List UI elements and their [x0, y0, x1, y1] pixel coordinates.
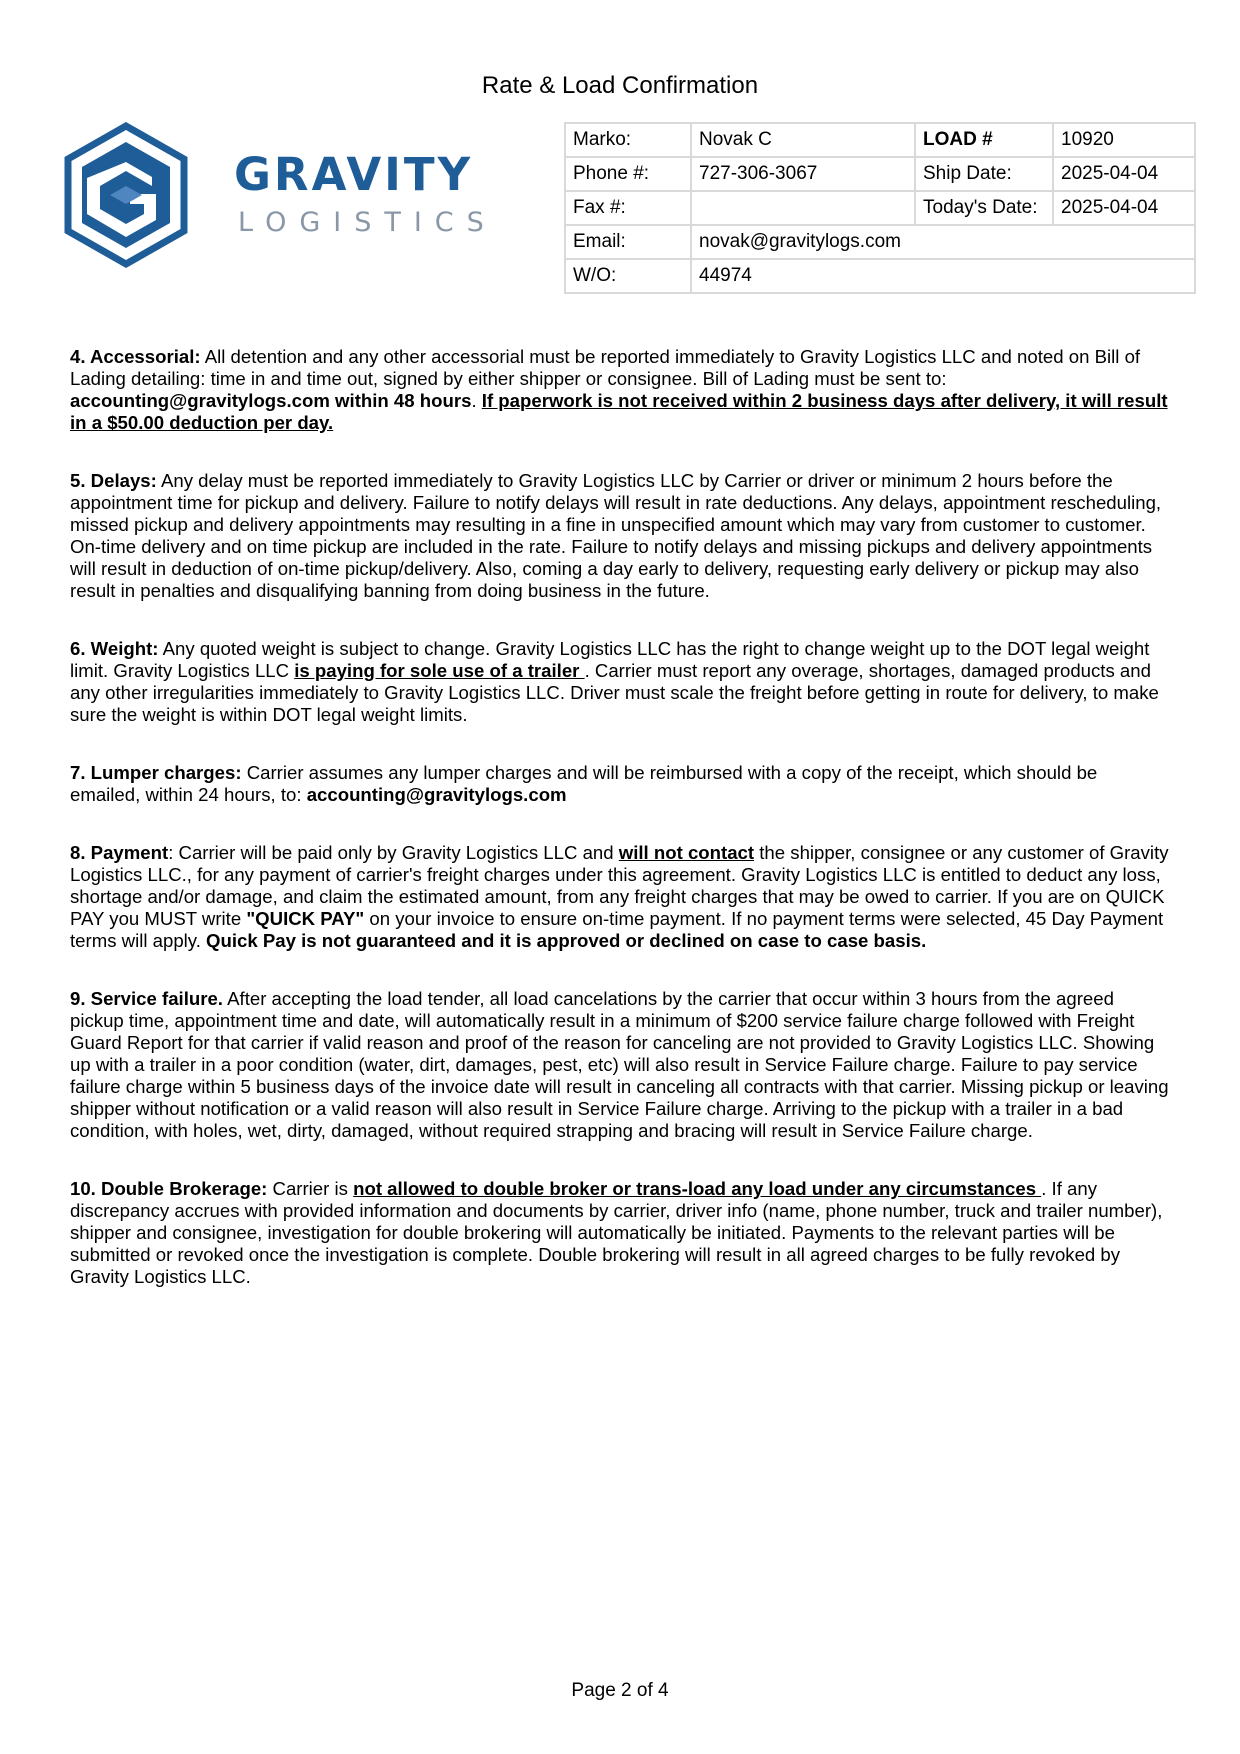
sole-use-trailer: is paying for sole use of a trailer: [294, 660, 585, 681]
todays-date-value: 2025-04-04: [1053, 191, 1195, 225]
page-number: Page 2 of 4: [571, 1680, 669, 1701]
paperwork-penalty: If paperwork is not received within 2 business days after delivery, it will result in a $50.00 deduction per day.: [70, 390, 1168, 433]
section-delays: [70, 470, 1170, 602]
section-heading: 5. Delays:: [70, 470, 157, 491]
section-heading: 8. Payment: [70, 842, 169, 863]
wo-label: W/O:: [565, 259, 691, 293]
section-payment: [70, 842, 1170, 952]
marko-label: Marko:: [565, 123, 691, 157]
page-title: Rate & Load Confirmation: [481, 72, 759, 99]
section-text: After accepting the load tender, all load cancelations by the carrier that occur within 3 hours from the agreed pickup time, appointment time and date, will automatically result in a minimum of $200 service failure charge followed with Freight Guard Report for that carrier if valid reason and proof of the reason for canceling are not provided to Gravity Logistics LLC. Showing up with a trailer in a poor condition (water, dirt, damages, pest, etc) will also result in Service Failure charge. Failure to pay service failure charge within 5 business days of the invoice date will result in canceling all contracts with that carrier. Missing pickup or leaving shipper without notification or a valid reason will also result in Service Failure charge. Arriving to the pickup with a trailer in a bad condition, with holes, wet, dirty, damaged, without required strapping and bracing will result in Service Failure charge.: [70, 988, 1169, 1141]
section-text: : Carrier will be paid only by Gravity Logistics LLC and: [168, 842, 619, 863]
company-logo: [64, 118, 497, 276]
section-text: Carrier assumes any lumper charges and will be reimbursed with a copy of the receipt, which should be emailed, within 24 hours, to:: [70, 762, 1098, 805]
ship-date-value: 2025-04-04: [1053, 157, 1195, 191]
accounting-email-deadline: accounting@gravitylogs.com within 48 hours: [70, 390, 472, 411]
table-row: [565, 191, 1195, 225]
section-lumper: [70, 762, 1170, 806]
section-double-brokerage: [70, 1178, 1170, 1288]
fax-value: [691, 191, 915, 225]
email-label: Email:: [565, 225, 691, 259]
accounting-email: accounting@gravitylogs.com: [306, 784, 567, 805]
phone-value: 727-306-3067: [691, 157, 915, 191]
section-heading: 9. Service failure.: [70, 988, 223, 1009]
load-label: LOAD #: [915, 123, 1053, 157]
section-weight: [70, 638, 1170, 726]
section-text: on your invoice to ensure on-time payment. If no payment terms were selected, 45 Day Payment terms will apply.: [70, 908, 1164, 951]
section-service-failure: [70, 988, 1170, 1142]
gravity-hexagon-icon: [64, 122, 194, 272]
phone-label: Phone #:: [565, 157, 691, 191]
logo-name: GRAVITY: [234, 148, 474, 201]
marko-value: Novak C: [691, 123, 915, 157]
quick-pay-disclaimer: Quick Pay is not guaranteed and it is approved or declined on case to case basis.: [206, 930, 927, 951]
section-text: Any quoted weight is subject to change. Gravity Logistics LLC has the right to change weight up to the DOT legal weight limit. Gravity Logistics LLC: [70, 638, 1150, 681]
table-row: [565, 259, 1195, 293]
table-row: [565, 123, 1195, 157]
section-text: . Carrier must report any overage, shortages, damaged products and any other irregularities immediately to Gravity Logistics LLC. Driver must scale the freight before getting in route for delivery, to make sure the weight is within DOT legal weight limits.: [70, 660, 1159, 725]
section-text: .: [471, 390, 482, 411]
wo-value: 44974: [691, 259, 1195, 293]
will-not-contact: will not contact: [618, 842, 755, 863]
load-info-table: [564, 122, 1196, 294]
quick-pay-label: "QUICK PAY": [246, 908, 365, 929]
section-heading: 10. Double Brokerage:: [70, 1178, 268, 1199]
section-text: All detention and any other accessorial must be reported immediately to Gravity Logistics LLC and noted on Bill of Lading detailing: time in and time out, signed by either shipper or consignee. Bill of Lading must be sent to:: [70, 346, 1141, 389]
terms-body: [70, 346, 1170, 1324]
table-row: [565, 225, 1195, 259]
section-accessorial: [70, 346, 1170, 434]
section-text: Carrier is: [267, 1178, 354, 1199]
logo-subtitle: LOGISTICS: [238, 207, 497, 238]
section-text: . If any discrepancy accrues with provided information and documents by carrier, driver info (name, phone number, truck and trailer number), shipper and consignee, investigation for double brokering will automatically be initiated. Payments to the relevant parties will be submitted or revoked once the investigation is complete. Double brokering will result in all agreed charges to be fully revoked by Gravity Logistics LLC.: [70, 1178, 1163, 1287]
fax-label: Fax #:: [565, 191, 691, 225]
ship-date-label: Ship Date:: [915, 157, 1053, 191]
section-heading: 7. Lumper charges:: [70, 762, 242, 783]
load-value: 10920: [1053, 123, 1195, 157]
table-row: [565, 157, 1195, 191]
todays-date-label: Today's Date:: [915, 191, 1053, 225]
section-heading: 6. Weight:: [70, 638, 159, 659]
section-text: the shipper, consignee or any customer of Gravity Logistics LLC., for any payment of carrier's freight charges under this agreement. Gravity Logistics LLC is entitled to deduct any loss, shortage and/or damage, and claim the estimated amount, from any freight charges that may be owed to carrier. If you are on QUICK PAY you MUST write: [70, 842, 1169, 929]
section-heading: 4. Accessorial:: [70, 346, 201, 367]
double-broker-prohibition: not allowed to double broker or trans-load any load under any circumstances: [353, 1178, 1042, 1199]
section-text: Any delay must be reported immediately to Gravity Logistics LLC by Carrier or driver or minimum 2 hours before the appointment time for pickup and delivery. Failure to notify delays will result in rate deductions. Any delays, appointment rescheduling, missed pickup and delivery appointments may resulting in a fine in unspecified amount which may vary from customer to customer. On-time delivery and on time pickup are included in the rate. Failure to notify delays and missing pickups and delivery appointments will result in deduction of on-time pickup/delivery. Also, coming a day early to delivery, requesting early delivery or pickup may also result in penalties and disqualifying banning from doing business in the future.: [70, 470, 1162, 601]
email-value: novak@gravitylogs.com: [691, 225, 1195, 259]
